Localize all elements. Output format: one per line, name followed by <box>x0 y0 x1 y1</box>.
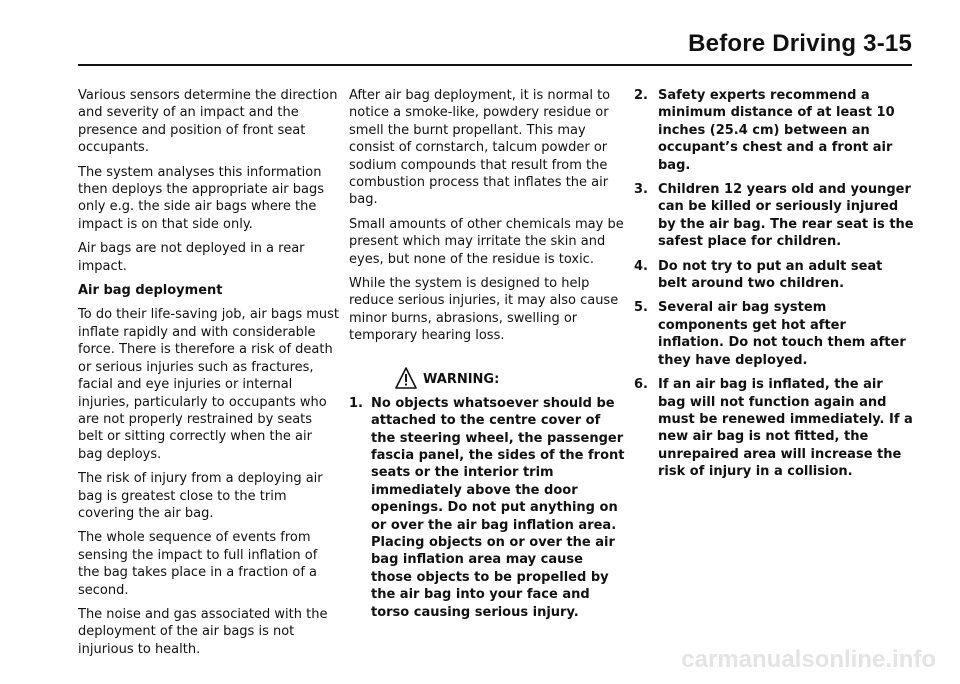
header-rule <box>78 64 912 66</box>
list-text: Safety experts recommend a minimum distance of at least 10 inches (25.4 cm) between an occupant’s chest and a front air bag. <box>658 88 895 173</box>
list-number: 4. <box>634 258 648 274</box>
watermark: carmanualsonline.info <box>681 646 936 673</box>
paragraph: Air bags are not deployed in a rear impact. <box>78 241 305 274</box>
list-item <box>349 395 625 621</box>
paragraph: The system analyses this information then deploys the appropriate air bags only e.g. the side air bags where the impact is on that side only. <box>78 164 325 232</box>
list-text: Several air bag system components get hot after inflation. Do not touch them after they have deployed. <box>658 300 906 368</box>
list-number: 5. <box>634 300 648 316</box>
column-left <box>78 87 340 665</box>
warning-triangle-icon <box>395 367 417 389</box>
list-number: 3. <box>634 182 648 198</box>
section-heading: Air bag deployment <box>78 283 223 299</box>
paragraph: The whole sequence of events from sensing the impact to full inflation of the bag takes place in a fraction of a second. <box>78 530 318 598</box>
warning-heading <box>395 367 625 389</box>
list-text: If an air bag is inflated, the air bag will not function again and must be renewed immediately. If a new air bag is not fitted, the unrepaired area will increase the risk of injury in a collision. <box>658 377 913 480</box>
paragraph: Various sensors determine the direction and severity of an impact and the presence and position of front seat occupants. <box>78 88 338 156</box>
warning-list-continued <box>634 87 914 481</box>
list-text: Children 12 years old and younger can be killed or seriously injured by the air bag. The rear seat is the safest place for children. <box>658 182 914 250</box>
list-item <box>634 181 914 251</box>
warning-label: WARNING: <box>423 372 500 388</box>
warning-list <box>349 395 625 621</box>
list-text: No objects whatsoever should be attached to the centre cover of the steering wheel, the passenger fascia panel, the sides of the front seats or the interior trim immediately above the door openings. Do not put anything on or over the air bag inflation area. Placing objects on or over the air bag inflation area may cause those objects to be propelled by the air bag into your face and torso causing serious injury. <box>371 395 625 620</box>
list-number: 2. <box>634 88 648 103</box>
list-item <box>634 299 914 369</box>
list-item <box>634 87 914 174</box>
paragraph: While the system is designed to help reduce serious injuries, it may also cause minor burns, abrasions, swelling or temporary hearing loss. <box>349 276 619 344</box>
paragraph: After air bag deployment, it is normal to notice a smoke-like, powdery residue or smell the burnt propellant. This may consist of cornstarch, talcum powder or sodium compounds that result from the combustion process that inflates the air bag. <box>349 88 611 208</box>
paragraph: Small amounts of other chemicals may be present which may irritate the skin and eyes, but none of the residue is toxic. <box>349 216 624 267</box>
column-right <box>634 87 914 488</box>
list-text: Do not try to put an adult seat belt around two children. <box>658 258 883 292</box>
paragraph: The noise and gas associated with the deployment of the air bags is not injurious to health. <box>78 606 328 657</box>
list-item <box>634 376 914 480</box>
page-header: Before Driving 3-15 <box>688 30 912 57</box>
paragraph: The risk of injury from a deploying air bag is greatest close to the trim covering the air bag. <box>78 471 323 521</box>
column-middle <box>349 87 625 628</box>
paragraph: To do their life-saving job, air bags must inflate rapidly and with considerable force. There is therefore a risk of death or serious injuries such as fractures, facial and eye injuries or internal injuries, particularly to occupants who are not properly restrained by seats belt or sitting correctly when the air bag deploys. <box>78 307 340 462</box>
list-item <box>634 258 914 293</box>
list-number: 1. <box>349 395 363 411</box>
list-number: 6. <box>634 377 648 393</box>
